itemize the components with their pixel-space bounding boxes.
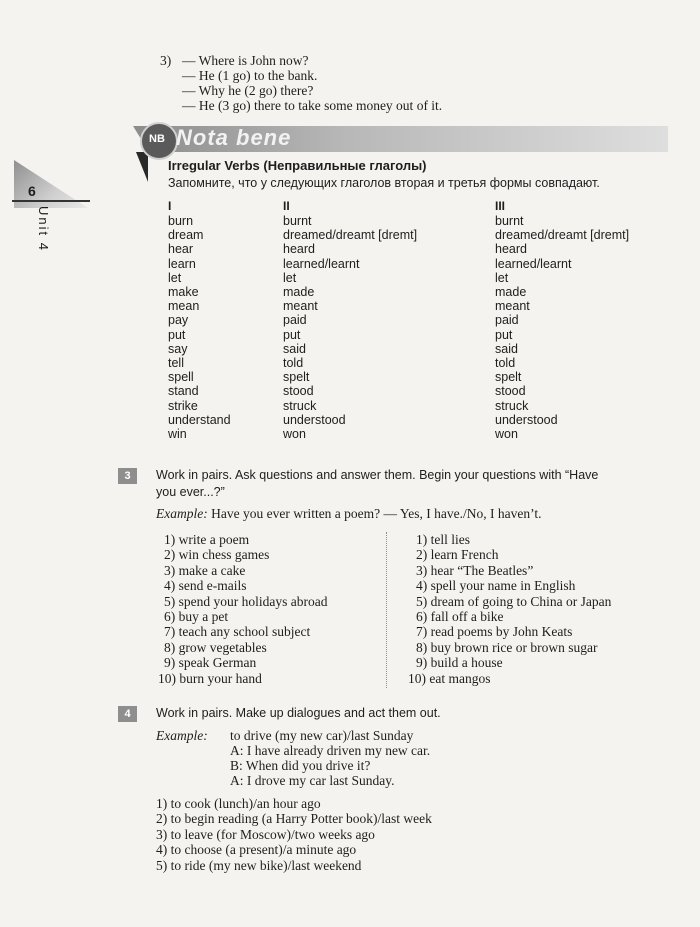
list-item: 1) to cook (lunch)/an hour ago <box>156 796 321 811</box>
verb-form: pay <box>168 313 189 328</box>
example-text: Have you ever written a poem? — Yes, I have./No, I haven’t. <box>211 506 542 521</box>
verb-form: dreamed/dreamt [dremt] <box>283 228 418 243</box>
verb-form: burnt <box>283 214 312 228</box>
verb-form: struck <box>283 398 317 413</box>
list-item: 3) hear “The Beatles” <box>416 562 534 578</box>
verb-form: spell <box>168 370 194 385</box>
verb-form: win <box>168 427 187 442</box>
verb-column-base <box>168 214 231 441</box>
list-item: 4) spell your name in English <box>416 578 576 594</box>
verb-form: say <box>168 341 188 356</box>
list-item: 10) eat mangos <box>408 670 491 686</box>
nota-bene-instruction: Запомните, что у следующих глаголов вторая и третья формы совпадают. <box>168 176 600 190</box>
list-item: 7) read poems by John Keats <box>416 624 573 640</box>
list-item: 8) grow vegetables <box>164 639 267 655</box>
exercise-4-example-line: to drive (my new car)/last Sunday <box>230 728 414 743</box>
list-item: 5) to ride (my new bike)/last weekend <box>156 857 362 873</box>
verb-form: spelt <box>283 370 310 385</box>
verb-form: said <box>495 341 518 356</box>
verb-form: stood <box>495 384 526 399</box>
list-item: 5) dream of going to China or Japan <box>416 593 612 609</box>
list-item: 2) win chess games <box>164 547 270 563</box>
list-item: 4) to choose (a present)/a minute ago <box>156 842 357 858</box>
verb-form: let <box>495 270 509 285</box>
verb-form: understood <box>495 412 558 427</box>
verb-form: hear <box>168 242 194 257</box>
list-item: 9) build a house <box>416 655 503 671</box>
verb-form: meant <box>495 299 530 314</box>
exercise-4-number: 4 <box>118 706 137 722</box>
dialogue-line: — Where is John now? <box>182 53 309 68</box>
dialogue-number: 3) <box>160 53 172 68</box>
verb-form: heard <box>283 242 315 257</box>
list-item: 3) to leave (for Moscow)/two weeks ago <box>156 826 375 842</box>
exercise-4-example-line: A: I drove my car last Sunday. <box>230 773 395 788</box>
verb-form: mean <box>168 299 200 314</box>
verb-form: strike <box>168 398 198 413</box>
list-item: 6) fall off a bike <box>416 609 504 625</box>
exercise-4-example-line: B: When did you drive it? <box>230 758 371 773</box>
dialogue-line: — Why he (2 go) there? <box>182 83 314 98</box>
exercise-4-example-line: A: I have already driven my new car. <box>230 743 431 758</box>
exercise-4-instruction: Work in pairs. Make up dialogues and act them out. <box>156 706 441 720</box>
exercise-3-instruction-line1: Work in pairs. Ask questions and answer them. Begin your questions with “Have <box>156 468 599 482</box>
exercise-3-example <box>156 506 542 521</box>
exercise-3-number: 3 <box>118 468 137 484</box>
verb-form: stand <box>168 384 199 399</box>
verb-form: spelt <box>495 370 522 385</box>
exercise-3-left-list <box>158 532 327 686</box>
verb-form: tell <box>168 356 184 371</box>
verb-column-participle <box>495 214 629 441</box>
verb-form: understood <box>283 412 346 427</box>
nota-bene-title: Irregular Verbs (Неправильные глаголы) <box>168 158 427 173</box>
list-item: 4) send e-mails <box>164 578 247 594</box>
verb-form: understand <box>168 412 231 427</box>
list-item: 2) learn French <box>416 547 499 563</box>
verb-form: said <box>283 341 306 356</box>
verb-form: meant <box>283 299 318 314</box>
exercise-4-list <box>156 796 432 873</box>
unit-label: Unit 4 <box>36 206 51 252</box>
verb-form: burn <box>168 214 194 228</box>
exercise-4-example-label: Example: <box>156 728 208 743</box>
verb-form: make <box>168 285 199 300</box>
list-item: 10) burn your hand <box>158 670 262 686</box>
exercise-3-instruction <box>156 467 676 501</box>
verb-form: paid <box>283 313 307 328</box>
verb-form: struck <box>495 398 529 413</box>
nota-bene-corner <box>136 152 148 182</box>
list-item: 2) to begin reading (a Harry Potter book)/last week <box>156 811 432 827</box>
verb-form: let <box>283 270 297 285</box>
verb-form: paid <box>495 313 519 328</box>
page-number: 6 <box>28 183 36 199</box>
dialogue-line: — He (3 go) there to take some money out of it. <box>182 98 443 113</box>
list-item: 7) teach any school subject <box>164 624 311 640</box>
exercise-3-instruction-line2: you ever...?” <box>156 485 225 499</box>
verb-form: put <box>495 327 513 342</box>
column-divider <box>386 532 387 688</box>
verb-form: won <box>283 427 306 442</box>
verb-form: heard <box>495 242 527 257</box>
sidebar-divider <box>12 200 90 202</box>
verb-form: put <box>168 327 186 342</box>
verb-column-past <box>283 214 417 441</box>
verb-form: put <box>283 327 301 342</box>
verb-form: stood <box>283 384 314 399</box>
verb-form: told <box>495 356 516 371</box>
nota-bene-badge <box>140 122 178 160</box>
verb-form: dream <box>168 228 204 243</box>
column-header-2: II <box>283 199 290 213</box>
exercise-3-right-list <box>408 532 611 686</box>
list-item: 5) spend your holidays abroad <box>164 593 328 609</box>
verb-form: made <box>495 285 527 300</box>
list-item: 1) write a poem <box>164 532 250 547</box>
verb-form: told <box>283 356 304 371</box>
column-header-1: I <box>168 199 172 213</box>
verb-form: learned/learnt <box>495 256 572 271</box>
verb-form: made <box>283 285 315 300</box>
verb-form: won <box>495 427 518 442</box>
list-item: 6) buy a pet <box>164 609 229 625</box>
column-header-3: III <box>495 199 506 213</box>
verb-form: dreamed/dreamt [dremt] <box>495 228 630 243</box>
dialogue-line: — He (1 go) to the bank. <box>182 68 318 83</box>
verb-form: learned/learnt <box>283 256 360 271</box>
verb-form: let <box>168 270 182 285</box>
list-item: 9) speak German <box>164 655 257 671</box>
list-item: 1) tell lies <box>416 532 470 547</box>
example-label: Example: <box>156 506 208 521</box>
list-item: 8) buy brown rice or brown sugar <box>416 639 598 655</box>
list-item: 3) make a cake <box>164 562 246 578</box>
nota-bene-badge-text: NB <box>149 133 165 145</box>
nota-bene-logo: Nota bene <box>176 125 292 150</box>
verb-form: burnt <box>495 214 524 228</box>
verb-form: learn <box>168 256 196 271</box>
